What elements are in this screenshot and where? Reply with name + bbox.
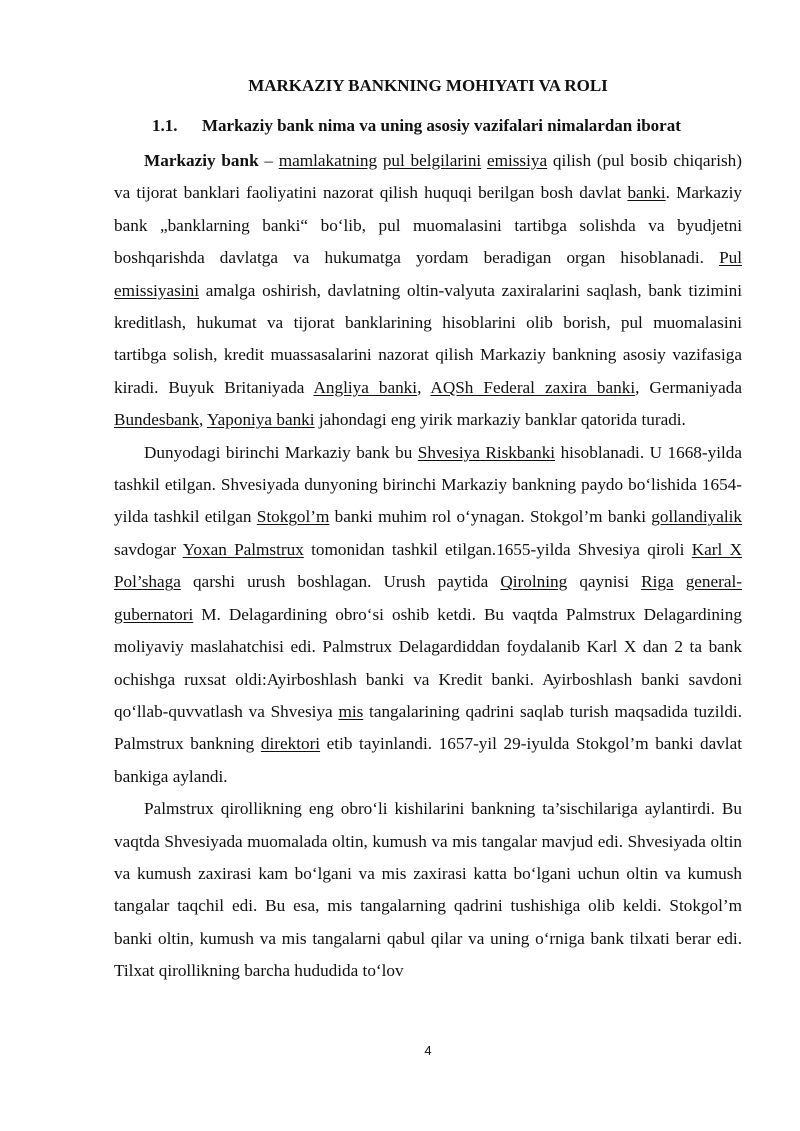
text-run: . Markaziy bank „banklarning banki“ boʻlib, pul muomalasini tartibga solishda va byudjetni boshqarishda davlatga va hukumatga yordam beradigan organ hisoblanadi.: [114, 183, 742, 268]
hyperlink[interactable]: general-gubernatori: [114, 572, 742, 624]
paragraph: [114, 793, 742, 987]
paragraph: [114, 145, 742, 437]
hyperlink[interactable]: Karl X: [691, 539, 743, 559]
hyperlink[interactable]: Stokgol’m: [256, 507, 330, 527]
text-run: amalga oshirish, davlatning oltin-valyuta zaxiralarini saqlash, bank tizimini kreditlash, hukumat va tijorat banklarining hisoblarini olib borish, pul muomalasini tartibga solish, kredit muassasalarini nazorat qilish Markaziy bankning asosiy vazifasiga kiradi. Buyuk Britaniyada: [114, 280, 742, 397]
text-run: qaynisi: [567, 572, 642, 592]
text-run: [674, 572, 686, 591]
paragraph: [114, 437, 742, 793]
text-run: banki muhim rol oʻynagan. Stokgol’m banki: [329, 507, 652, 527]
section-title: Markaziy bank nima va uning asosiy vazifalari nimalardan iborat: [202, 116, 681, 135]
text-run: jahondagi eng yirik markaziy banklar qatorida turadi.: [314, 410, 686, 430]
text-run: savdogar: [114, 539, 183, 559]
page-number: 4: [424, 1043, 432, 1058]
hyperlink[interactable]: Yaponiya banki: [206, 410, 315, 430]
document-body: [114, 145, 742, 988]
page-title: MARKAZIY BANKNING MOHIYATI VA ROLI: [248, 76, 608, 95]
hyperlink[interactable]: direktori: [260, 734, 321, 754]
hyperlink[interactable]: pul belgilarini: [382, 151, 482, 170]
hyperlink[interactable]: gollandiyalik: [651, 507, 742, 527]
hyperlink[interactable]: Pol’shaga: [114, 572, 181, 592]
text-run: , Germaniyada: [635, 377, 743, 397]
text-run: etib tayinlandi. 1657-yil 29-iyulda Stokgol’m banki davlat bankiga aylandi.: [114, 734, 742, 786]
text-run: Palmstrux qirollikning eng obroʻli kishilarini bankning ta’sischilariga aylantirdi. Bu vaqtda Shvesiyada muomalada oltin, kumush va mis tangalar mavjud edi. Shvesiyada oltin va kumush zaxirasi kam boʻlgani va mis zaxirasi katta boʻlgani uchun oltin va kumush tangalar taqchil edi. Bu esa, mis tangalarning qadrini tushishiga olib keldi. Stokgol’m banki oltin, kumush va mis tangalarni qabul qilar va uning oʻrniga bank tilxati berar edi. Tilxat qirollikning barcha hududida toʻlov: [114, 799, 742, 981]
text-run: hisoblanadi. U 1668-yilda tashkil etilgan. Shvesiyada dunyoning birinchi Markaziy bankning paydo boʻlishida 1654-yilda tashkil etilgan: [114, 442, 742, 527]
hyperlink[interactable]: Bundesbank: [114, 410, 199, 430]
bold-term: Markaziy bank: [144, 151, 259, 170]
hyperlink[interactable]: Riga: [641, 572, 674, 592]
hyperlink[interactable]: Angliya banki: [313, 377, 418, 397]
hyperlink[interactable]: AQSh Federal zaxira banki: [430, 377, 636, 397]
text-run: tangalarining qadrini saqlab turish maqsadida tuzildi. Palmstrux bankning: [114, 701, 742, 754]
text-run: Dunyodagi birinchi Markaziy bank bu: [144, 442, 418, 462]
text-run: ,: [198, 410, 207, 430]
text-run: ,: [417, 377, 431, 397]
hyperlink[interactable]: Shvesiya Riskbanki: [417, 442, 556, 462]
hyperlink[interactable]: Qirolning: [500, 572, 568, 592]
section-heading: [152, 116, 681, 136]
text-run: –: [258, 151, 279, 170]
text-run: tomonidan tashkil etilgan.1655-yilda Shvesiya qiroli: [303, 539, 692, 559]
hyperlink[interactable]: Pul emissiyasini: [114, 248, 742, 300]
hyperlink[interactable]: banki: [627, 183, 666, 203]
text-run: qarshi urush boshlagan. Urush paytida: [180, 572, 501, 592]
hyperlink[interactable]: mamlakatning: [278, 151, 378, 170]
hyperlink[interactable]: mis: [338, 701, 364, 721]
text-run: qilish (pul bosib chiqarish) va tijorat banklari faoliyatini nazorat qilish huquqi berilgan bosh davlat: [114, 151, 742, 203]
hyperlink[interactable]: Yoxan Palmstrux: [182, 539, 304, 559]
section-number: 1.1.: [152, 116, 178, 135]
text-run: M. Delagardining obroʻsi oshib ketdi. Bu vaqtda Palmstrux Delagardining moliyaviy maslahatchisi edi. Palmstrux Delagardiddan foydalanib Karl X dan 2 ta bank ochishga ruxsat oldi:Ayirboshlash banki va Kredit banki. Ayirboshlash banki savdoni qoʻllab-quvvatlash va Shvesiya: [114, 604, 742, 721]
hyperlink[interactable]: emissiya: [486, 151, 548, 170]
